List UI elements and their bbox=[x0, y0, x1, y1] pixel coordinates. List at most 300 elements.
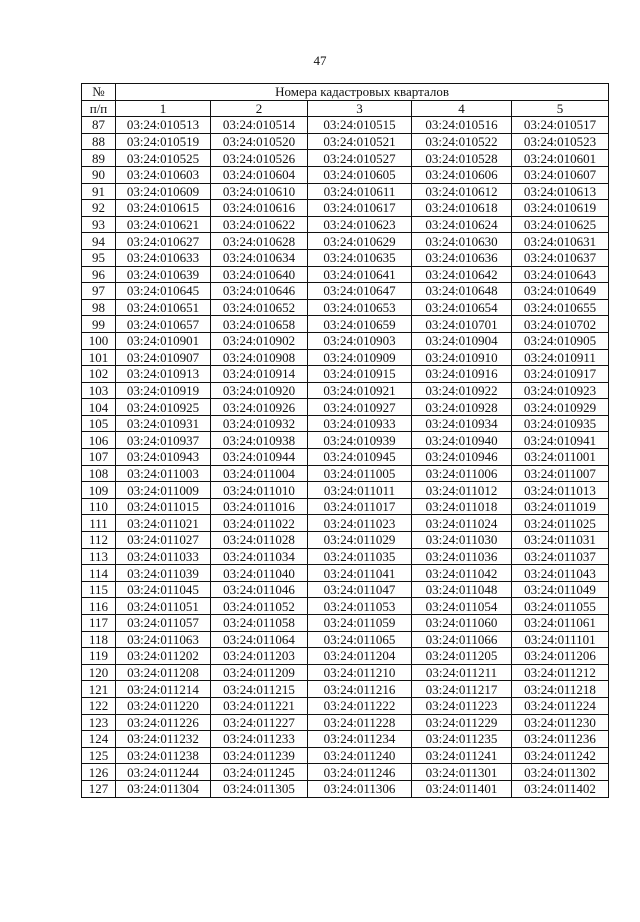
cadastral-number-cell: 03:24:011235 bbox=[412, 731, 512, 748]
table-row bbox=[82, 515, 609, 532]
cadastral-number-cell: 03:24:010525 bbox=[116, 150, 211, 167]
cadastral-number-cell: 03:24:011301 bbox=[412, 764, 512, 781]
header-column-number: 1 bbox=[116, 100, 211, 117]
cadastral-number-cell: 03:24:010623 bbox=[308, 216, 412, 233]
cadastral-quarters-table bbox=[81, 83, 609, 798]
header-column-number: 4 bbox=[412, 100, 512, 117]
cadastral-number-cell: 03:24:011210 bbox=[308, 664, 412, 681]
row-number: 116 bbox=[82, 598, 116, 615]
cadastral-number-cell: 03:24:010658 bbox=[211, 316, 308, 333]
header-column-number: 3 bbox=[308, 100, 412, 117]
cadastral-number-cell: 03:24:011065 bbox=[308, 631, 412, 648]
cadastral-number-cell: 03:24:010702 bbox=[512, 316, 609, 333]
cadastral-number-cell: 03:24:010641 bbox=[308, 266, 412, 283]
cadastral-number-cell: 03:24:011242 bbox=[512, 747, 609, 764]
row-number: 124 bbox=[82, 731, 116, 748]
cadastral-number-cell: 03:24:010636 bbox=[412, 249, 512, 266]
cadastral-number-cell: 03:24:010653 bbox=[308, 299, 412, 316]
header-no: № bbox=[82, 84, 116, 101]
cadastral-number-cell: 03:24:011017 bbox=[308, 498, 412, 515]
cadastral-number-cell: 03:24:011049 bbox=[512, 581, 609, 598]
cadastral-number-cell: 03:24:011063 bbox=[116, 631, 211, 648]
cadastral-number-cell: 03:24:011239 bbox=[211, 747, 308, 764]
cadastral-number-cell: 03:24:011233 bbox=[211, 731, 308, 748]
table-row bbox=[82, 581, 609, 598]
cadastral-number-cell: 03:24:011240 bbox=[308, 747, 412, 764]
cadastral-number-cell: 03:24:010939 bbox=[308, 432, 412, 449]
table-row bbox=[82, 532, 609, 549]
cadastral-number-cell: 03:24:010625 bbox=[512, 216, 609, 233]
cadastral-number-cell: 03:24:010944 bbox=[211, 449, 308, 466]
cadastral-number-cell: 03:24:010946 bbox=[412, 449, 512, 466]
row-number: 105 bbox=[82, 415, 116, 432]
cadastral-number-cell: 03:24:011223 bbox=[412, 697, 512, 714]
cadastral-number-cell: 03:24:011013 bbox=[512, 482, 609, 499]
cadastral-number-cell: 03:24:011304 bbox=[116, 780, 211, 797]
cadastral-number-cell: 03:24:010914 bbox=[211, 366, 308, 383]
cadastral-number-cell: 03:24:011206 bbox=[512, 648, 609, 665]
table-row bbox=[82, 299, 609, 316]
cadastral-number-cell: 03:24:010659 bbox=[308, 316, 412, 333]
cadastral-number-cell: 03:24:011011 bbox=[308, 482, 412, 499]
row-number: 95 bbox=[82, 249, 116, 266]
cadastral-number-cell: 03:24:010640 bbox=[211, 266, 308, 283]
cadastral-number-cell: 03:24:010915 bbox=[308, 366, 412, 383]
header-row-columns bbox=[82, 100, 609, 117]
cadastral-number-cell: 03:24:010940 bbox=[412, 432, 512, 449]
header-column-number: 5 bbox=[512, 100, 609, 117]
table-row bbox=[82, 714, 609, 731]
cadastral-number-cell: 03:24:010607 bbox=[512, 166, 609, 183]
row-number: 109 bbox=[82, 482, 116, 499]
row-number: 102 bbox=[82, 366, 116, 383]
table-row bbox=[82, 216, 609, 233]
table-row bbox=[82, 465, 609, 482]
cadastral-number-cell: 03:24:010928 bbox=[412, 399, 512, 416]
cadastral-number-cell: 03:24:010927 bbox=[308, 399, 412, 416]
row-number: 108 bbox=[82, 465, 116, 482]
cadastral-number-cell: 03:24:010527 bbox=[308, 150, 412, 167]
table-row bbox=[82, 117, 609, 134]
header-column-number: 2 bbox=[211, 100, 308, 117]
table-row bbox=[82, 648, 609, 665]
row-number: 115 bbox=[82, 581, 116, 598]
cadastral-number-cell: 03:24:010931 bbox=[116, 415, 211, 432]
row-number: 106 bbox=[82, 432, 116, 449]
table-row bbox=[82, 697, 609, 714]
cadastral-number-cell: 03:24:011057 bbox=[116, 615, 211, 632]
row-number: 89 bbox=[82, 150, 116, 167]
cadastral-number-cell: 03:24:011009 bbox=[116, 482, 211, 499]
row-number: 101 bbox=[82, 349, 116, 366]
cadastral-number-cell: 03:24:010642 bbox=[412, 266, 512, 283]
cadastral-number-cell: 03:24:011234 bbox=[308, 731, 412, 748]
cadastral-number-cell: 03:24:010635 bbox=[308, 249, 412, 266]
cadastral-number-cell: 03:24:010619 bbox=[512, 200, 609, 217]
cadastral-number-cell: 03:24:011043 bbox=[512, 565, 609, 582]
cadastral-number-cell: 03:24:011244 bbox=[116, 764, 211, 781]
cadastral-number-cell: 03:24:010514 bbox=[211, 117, 308, 134]
cadastral-number-cell: 03:24:011036 bbox=[412, 548, 512, 565]
cadastral-number-cell: 03:24:011211 bbox=[412, 664, 512, 681]
cadastral-number-cell: 03:24:010655 bbox=[512, 299, 609, 316]
table-row bbox=[82, 332, 609, 349]
cadastral-number-cell: 03:24:011238 bbox=[116, 747, 211, 764]
cadastral-number-cell: 03:24:010919 bbox=[116, 382, 211, 399]
cadastral-number-cell: 03:24:011241 bbox=[412, 747, 512, 764]
cadastral-number-cell: 03:24:011202 bbox=[116, 648, 211, 665]
row-number: 112 bbox=[82, 532, 116, 549]
cadastral-number-cell: 03:24:010605 bbox=[308, 166, 412, 183]
cadastral-number-cell: 03:24:010624 bbox=[412, 216, 512, 233]
row-number: 100 bbox=[82, 332, 116, 349]
row-number: 107 bbox=[82, 449, 116, 466]
cadastral-number-cell: 03:24:011228 bbox=[308, 714, 412, 731]
cadastral-number-cell: 03:24:010648 bbox=[412, 283, 512, 300]
cadastral-number-cell: 03:24:011245 bbox=[211, 764, 308, 781]
cadastral-number-cell: 03:24:010606 bbox=[412, 166, 512, 183]
cadastral-number-cell: 03:24:011054 bbox=[412, 598, 512, 615]
cadastral-number-cell: 03:24:010943 bbox=[116, 449, 211, 466]
row-number: 103 bbox=[82, 382, 116, 399]
cadastral-number-cell: 03:24:011205 bbox=[412, 648, 512, 665]
header-title: Номера кадастровых кварталов bbox=[116, 84, 609, 101]
cadastral-number-cell: 03:24:010526 bbox=[211, 150, 308, 167]
cadastral-number-cell: 03:24:011030 bbox=[412, 532, 512, 549]
cadastral-number-cell: 03:24:011037 bbox=[512, 548, 609, 565]
row-number: 98 bbox=[82, 299, 116, 316]
row-number: 121 bbox=[82, 681, 116, 698]
cadastral-number-cell: 03:24:011045 bbox=[116, 581, 211, 598]
cadastral-number-cell: 03:24:010615 bbox=[116, 200, 211, 217]
cadastral-number-cell: 03:24:011005 bbox=[308, 465, 412, 482]
cadastral-number-cell: 03:24:010913 bbox=[116, 366, 211, 383]
cadastral-number-cell: 03:24:010515 bbox=[308, 117, 412, 134]
row-number: 123 bbox=[82, 714, 116, 731]
table-row bbox=[82, 133, 609, 150]
cadastral-number-cell: 03:24:011402 bbox=[512, 780, 609, 797]
cadastral-number-cell: 03:24:011047 bbox=[308, 581, 412, 598]
cadastral-number-cell: 03:24:010630 bbox=[412, 233, 512, 250]
table-row bbox=[82, 598, 609, 615]
row-number: 127 bbox=[82, 780, 116, 797]
cadastral-number-cell: 03:24:011024 bbox=[412, 515, 512, 532]
cadastral-number-cell: 03:24:010517 bbox=[512, 117, 609, 134]
cadastral-number-cell: 03:24:010941 bbox=[512, 432, 609, 449]
row-number: 99 bbox=[82, 316, 116, 333]
cadastral-number-cell: 03:24:011232 bbox=[116, 731, 211, 748]
row-number: 87 bbox=[82, 117, 116, 134]
table-row bbox=[82, 664, 609, 681]
cadastral-number-cell: 03:24:010934 bbox=[412, 415, 512, 432]
cadastral-number-cell: 03:24:011022 bbox=[211, 515, 308, 532]
table-row bbox=[82, 432, 609, 449]
row-number: 94 bbox=[82, 233, 116, 250]
cadastral-number-cell: 03:24:010901 bbox=[116, 332, 211, 349]
cadastral-number-cell: 03:24:011003 bbox=[116, 465, 211, 482]
cadastral-number-cell: 03:24:011217 bbox=[412, 681, 512, 698]
cadastral-number-cell: 03:24:010519 bbox=[116, 133, 211, 150]
table-row bbox=[82, 382, 609, 399]
cadastral-number-cell: 03:24:010908 bbox=[211, 349, 308, 366]
cadastral-number-cell: 03:24:011230 bbox=[512, 714, 609, 731]
cadastral-number-cell: 03:24:011222 bbox=[308, 697, 412, 714]
cadastral-number-cell: 03:24:011306 bbox=[308, 780, 412, 797]
cadastral-number-cell: 03:24:011046 bbox=[211, 581, 308, 598]
cadastral-number-cell: 03:24:010629 bbox=[308, 233, 412, 250]
cadastral-number-cell: 03:24:011053 bbox=[308, 598, 412, 615]
cadastral-number-cell: 03:24:010621 bbox=[116, 216, 211, 233]
cadastral-number-cell: 03:24:010917 bbox=[512, 366, 609, 383]
table-row bbox=[82, 150, 609, 167]
row-number: 97 bbox=[82, 283, 116, 300]
cadastral-number-cell: 03:24:011016 bbox=[211, 498, 308, 515]
cadastral-number-cell: 03:24:010911 bbox=[512, 349, 609, 366]
table-row bbox=[82, 366, 609, 383]
cadastral-number-cell: 03:24:011060 bbox=[412, 615, 512, 632]
table-row bbox=[82, 200, 609, 217]
cadastral-number-cell: 03:24:011061 bbox=[512, 615, 609, 632]
cadastral-number-cell: 03:24:011040 bbox=[211, 565, 308, 582]
cadastral-number-cell: 03:24:010617 bbox=[308, 200, 412, 217]
cadastral-number-cell: 03:24:010628 bbox=[211, 233, 308, 250]
cadastral-number-cell: 03:24:011019 bbox=[512, 498, 609, 515]
table-row bbox=[82, 183, 609, 200]
cadastral-number-cell: 03:24:010937 bbox=[116, 432, 211, 449]
cadastral-number-cell: 03:24:011302 bbox=[512, 764, 609, 781]
cadastral-number-cell: 03:24:010520 bbox=[211, 133, 308, 150]
cadastral-number-cell: 03:24:010603 bbox=[116, 166, 211, 183]
cadastral-number-cell: 03:24:011042 bbox=[412, 565, 512, 582]
cadastral-number-cell: 03:24:010609 bbox=[116, 183, 211, 200]
cadastral-number-cell: 03:24:010649 bbox=[512, 283, 609, 300]
table-row bbox=[82, 498, 609, 515]
cadastral-number-cell: 03:24:011229 bbox=[412, 714, 512, 731]
cadastral-number-cell: 03:24:011209 bbox=[211, 664, 308, 681]
cadastral-number-cell: 03:24:011033 bbox=[116, 548, 211, 565]
cadastral-number-cell: 03:24:011059 bbox=[308, 615, 412, 632]
cadastral-number-cell: 03:24:010926 bbox=[211, 399, 308, 416]
cadastral-number-cell: 03:24:011305 bbox=[211, 780, 308, 797]
cadastral-number-cell: 03:24:010634 bbox=[211, 249, 308, 266]
cadastral-number-cell: 03:24:010516 bbox=[412, 117, 512, 134]
cadastral-number-cell: 03:24:010657 bbox=[116, 316, 211, 333]
cadastral-number-cell: 03:24:011027 bbox=[116, 532, 211, 549]
cadastral-number-cell: 03:24:010933 bbox=[308, 415, 412, 432]
cadastral-number-cell: 03:24:011236 bbox=[512, 731, 609, 748]
cadastral-number-cell: 03:24:011001 bbox=[512, 449, 609, 466]
cadastral-number-cell: 03:24:011208 bbox=[116, 664, 211, 681]
cadastral-number-cell: 03:24:010902 bbox=[211, 332, 308, 349]
row-number: 120 bbox=[82, 664, 116, 681]
cadastral-number-cell: 03:24:011025 bbox=[512, 515, 609, 532]
cadastral-number-cell: 03:24:011039 bbox=[116, 565, 211, 582]
cadastral-number-cell: 03:24:010929 bbox=[512, 399, 609, 416]
cadastral-number-cell: 03:24:011226 bbox=[116, 714, 211, 731]
table-row bbox=[82, 631, 609, 648]
table-row bbox=[82, 349, 609, 366]
cadastral-number-cell: 03:24:010601 bbox=[512, 150, 609, 167]
table-row bbox=[82, 266, 609, 283]
table-row bbox=[82, 449, 609, 466]
cadastral-number-cell: 03:24:010905 bbox=[512, 332, 609, 349]
cadastral-number-cell: 03:24:011058 bbox=[211, 615, 308, 632]
row-number: 93 bbox=[82, 216, 116, 233]
cadastral-number-cell: 03:24:010513 bbox=[116, 117, 211, 134]
table-row bbox=[82, 565, 609, 582]
cadastral-number-cell: 03:24:010701 bbox=[412, 316, 512, 333]
cadastral-number-cell: 03:24:011224 bbox=[512, 697, 609, 714]
cadastral-number-cell: 03:24:011048 bbox=[412, 581, 512, 598]
row-number: 96 bbox=[82, 266, 116, 283]
row-number: 117 bbox=[82, 615, 116, 632]
row-number: 91 bbox=[82, 183, 116, 200]
cadastral-number-cell: 03:24:011064 bbox=[211, 631, 308, 648]
cadastral-number-cell: 03:24:011041 bbox=[308, 565, 412, 582]
cadastral-number-cell: 03:24:011023 bbox=[308, 515, 412, 532]
cadastral-number-cell: 03:24:010921 bbox=[308, 382, 412, 399]
cadastral-number-cell: 03:24:011012 bbox=[412, 482, 512, 499]
cadastral-number-cell: 03:24:010522 bbox=[412, 133, 512, 150]
row-number: 119 bbox=[82, 648, 116, 665]
cadastral-number-cell: 03:24:010521 bbox=[308, 133, 412, 150]
cadastral-number-cell: 03:24:010647 bbox=[308, 283, 412, 300]
cadastral-number-cell: 03:24:011203 bbox=[211, 648, 308, 665]
row-number: 113 bbox=[82, 548, 116, 565]
table-row bbox=[82, 681, 609, 698]
cadastral-number-cell: 03:24:011007 bbox=[512, 465, 609, 482]
table-row bbox=[82, 780, 609, 797]
cadastral-number-cell: 03:24:010627 bbox=[116, 233, 211, 250]
cadastral-number-cell: 03:24:010631 bbox=[512, 233, 609, 250]
cadastral-number-cell: 03:24:010932 bbox=[211, 415, 308, 432]
cadastral-number-cell: 03:24:011401 bbox=[412, 780, 512, 797]
header-pp: п/п bbox=[82, 100, 116, 117]
cadastral-number-cell: 03:24:010528 bbox=[412, 150, 512, 167]
table-row bbox=[82, 283, 609, 300]
cadastral-number-cell: 03:24:010935 bbox=[512, 415, 609, 432]
cadastral-number-cell: 03:24:011227 bbox=[211, 714, 308, 731]
cadastral-number-cell: 03:24:011216 bbox=[308, 681, 412, 698]
cadastral-number-cell: 03:24:010652 bbox=[211, 299, 308, 316]
cadastral-number-cell: 03:24:011218 bbox=[512, 681, 609, 698]
cadastral-number-cell: 03:24:010616 bbox=[211, 200, 308, 217]
cadastral-number-cell: 03:24:010611 bbox=[308, 183, 412, 200]
cadastral-number-cell: 03:24:011051 bbox=[116, 598, 211, 615]
cadastral-number-cell: 03:24:011204 bbox=[308, 648, 412, 665]
row-number: 126 bbox=[82, 764, 116, 781]
cadastral-number-cell: 03:24:011004 bbox=[211, 465, 308, 482]
table-row bbox=[82, 316, 609, 333]
cadastral-number-cell: 03:24:010643 bbox=[512, 266, 609, 283]
cadastral-number-cell: 03:24:010945 bbox=[308, 449, 412, 466]
cadastral-number-cell: 03:24:010920 bbox=[211, 382, 308, 399]
table-header bbox=[82, 84, 609, 117]
row-number: 104 bbox=[82, 399, 116, 416]
cadastral-number-cell: 03:24:011018 bbox=[412, 498, 512, 515]
cadastral-number-cell: 03:24:010910 bbox=[412, 349, 512, 366]
cadastral-number-cell: 03:24:011035 bbox=[308, 548, 412, 565]
table-row bbox=[82, 166, 609, 183]
row-number: 90 bbox=[82, 166, 116, 183]
header-row-top bbox=[82, 84, 609, 101]
row-number: 110 bbox=[82, 498, 116, 515]
cadastral-number-cell: 03:24:010613 bbox=[512, 183, 609, 200]
cadastral-number-cell: 03:24:010938 bbox=[211, 432, 308, 449]
cadastral-number-cell: 03:24:010645 bbox=[116, 283, 211, 300]
table-row bbox=[82, 747, 609, 764]
cadastral-number-cell: 03:24:011028 bbox=[211, 532, 308, 549]
table-row bbox=[82, 415, 609, 432]
cadastral-number-cell: 03:24:011055 bbox=[512, 598, 609, 615]
cadastral-number-cell: 03:24:010633 bbox=[116, 249, 211, 266]
cadastral-number-cell: 03:24:010904 bbox=[412, 332, 512, 349]
cadastral-number-cell: 03:24:010612 bbox=[412, 183, 512, 200]
cadastral-number-cell: 03:24:011052 bbox=[211, 598, 308, 615]
cadastral-number-cell: 03:24:011031 bbox=[512, 532, 609, 549]
cadastral-number-cell: 03:24:011101 bbox=[512, 631, 609, 648]
table-row bbox=[82, 399, 609, 416]
cadastral-number-cell: 03:24:010610 bbox=[211, 183, 308, 200]
cadastral-number-cell: 03:24:010925 bbox=[116, 399, 211, 416]
row-number: 111 bbox=[82, 515, 116, 532]
cadastral-number-cell: 03:24:011221 bbox=[211, 697, 308, 714]
page-number: 47 bbox=[313, 53, 327, 68]
cadastral-number-cell: 03:24:011006 bbox=[412, 465, 512, 482]
row-number: 92 bbox=[82, 200, 116, 217]
cadastral-number-cell: 03:24:010903 bbox=[308, 332, 412, 349]
cadastral-number-cell: 03:24:010909 bbox=[308, 349, 412, 366]
table-body bbox=[82, 117, 609, 797]
cadastral-number-cell: 03:24:010654 bbox=[412, 299, 512, 316]
table-row bbox=[82, 482, 609, 499]
cadastral-number-cell: 03:24:010639 bbox=[116, 266, 211, 283]
row-number: 114 bbox=[82, 565, 116, 582]
cadastral-number-cell: 03:24:011215 bbox=[211, 681, 308, 698]
row-number: 122 bbox=[82, 697, 116, 714]
cadastral-number-cell: 03:24:011021 bbox=[116, 515, 211, 532]
table-row bbox=[82, 233, 609, 250]
table-row bbox=[82, 615, 609, 632]
cadastral-number-cell: 03:24:010922 bbox=[412, 382, 512, 399]
table-row bbox=[82, 731, 609, 748]
cadastral-number-cell: 03:24:011214 bbox=[116, 681, 211, 698]
row-number: 125 bbox=[82, 747, 116, 764]
cadastral-number-cell: 03:24:010604 bbox=[211, 166, 308, 183]
cadastral-number-cell: 03:24:011220 bbox=[116, 697, 211, 714]
cadastral-number-cell: 03:24:011034 bbox=[211, 548, 308, 565]
cadastral-number-cell: 03:24:010651 bbox=[116, 299, 211, 316]
row-number: 88 bbox=[82, 133, 116, 150]
cadastral-number-cell: 03:24:011066 bbox=[412, 631, 512, 648]
cadastral-number-cell: 03:24:011246 bbox=[308, 764, 412, 781]
cadastral-number-cell: 03:24:010618 bbox=[412, 200, 512, 217]
cadastral-number-cell: 03:24:010622 bbox=[211, 216, 308, 233]
cadastral-number-cell: 03:24:011010 bbox=[211, 482, 308, 499]
table-row bbox=[82, 764, 609, 781]
cadastral-number-cell: 03:24:011015 bbox=[116, 498, 211, 515]
table-row bbox=[82, 249, 609, 266]
cadastral-number-cell: 03:24:010907 bbox=[116, 349, 211, 366]
cadastral-number-cell: 03:24:010923 bbox=[512, 382, 609, 399]
cadastral-number-cell: 03:24:010637 bbox=[512, 249, 609, 266]
cadastral-number-cell: 03:24:011212 bbox=[512, 664, 609, 681]
row-number: 118 bbox=[82, 631, 116, 648]
table-row bbox=[82, 548, 609, 565]
cadastral-number-cell: 03:24:011029 bbox=[308, 532, 412, 549]
cadastral-number-cell: 03:24:010916 bbox=[412, 366, 512, 383]
cadastral-number-cell: 03:24:010523 bbox=[512, 133, 609, 150]
